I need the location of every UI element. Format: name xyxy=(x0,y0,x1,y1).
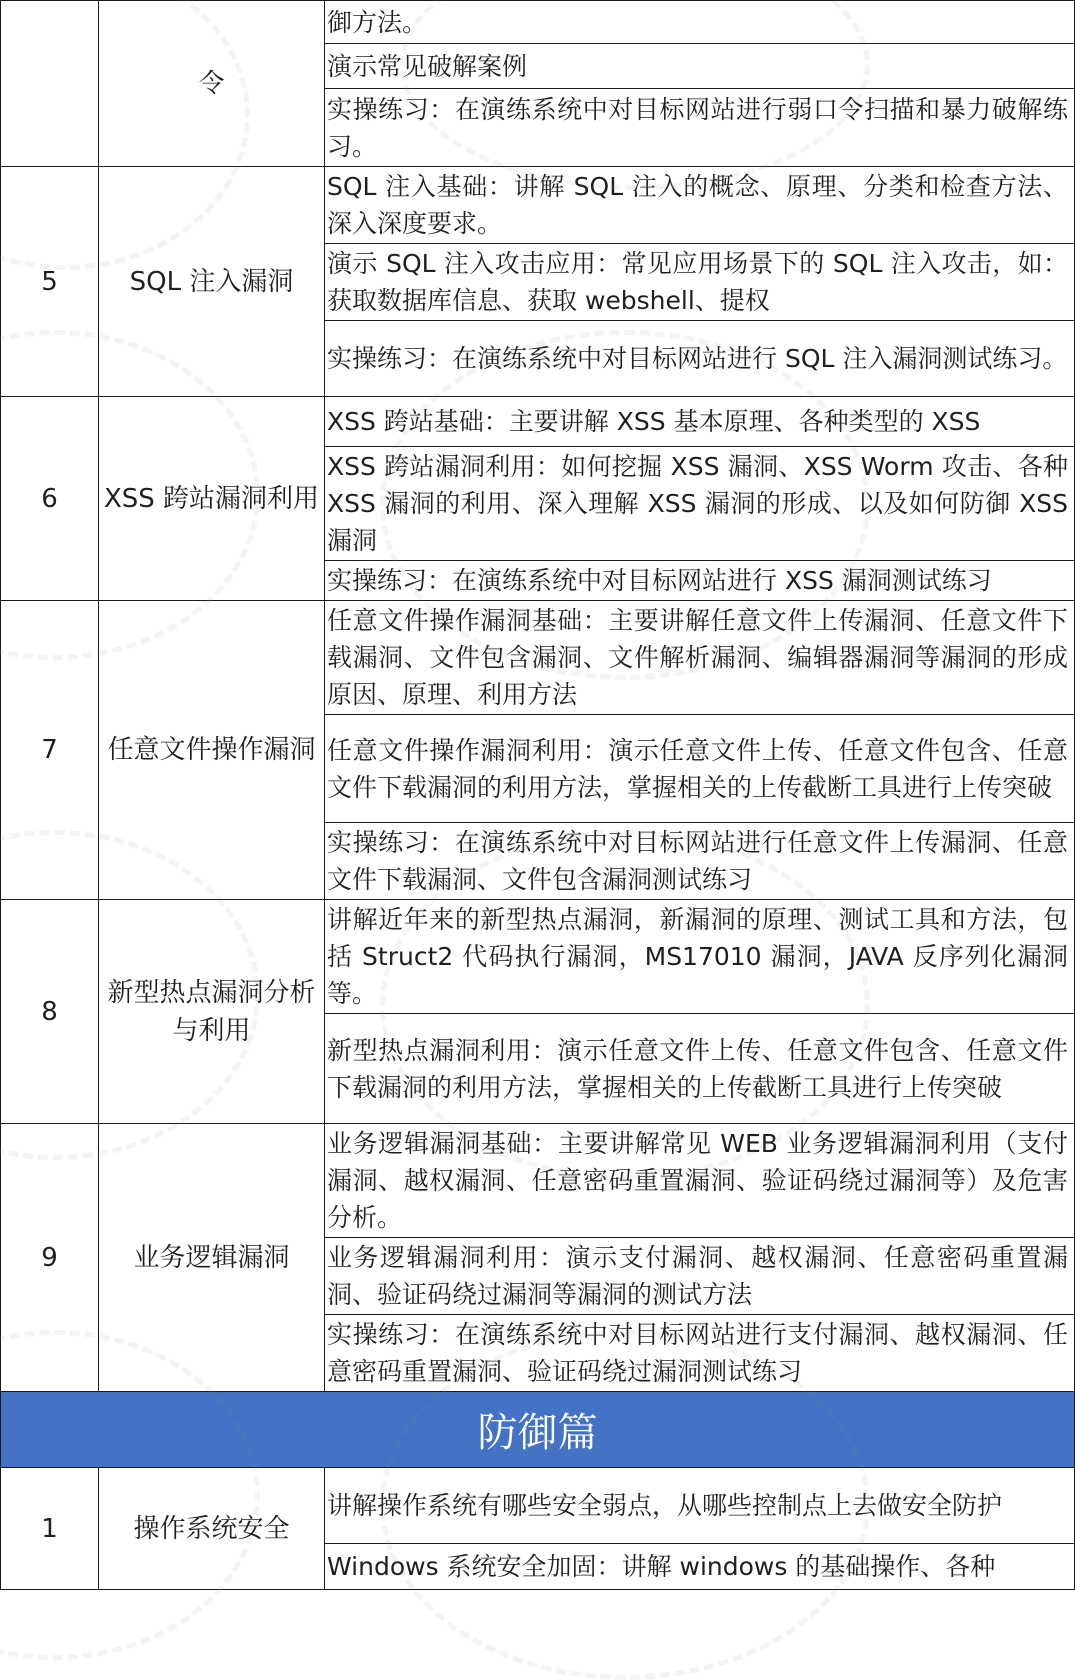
section-header-row xyxy=(1,1392,1075,1468)
course-topic: SQL 注入漏洞 xyxy=(99,167,325,397)
course-number: 1 xyxy=(1,1468,99,1590)
course-content: 实操练习：在演练系统中对目标网站进行任意文件上传漏洞、任意文件下载漏洞、文件包含漏洞测试练习 xyxy=(325,823,1075,900)
course-content: 讲解操作系统有哪些安全弱点，从哪些控制点上去做安全防护 xyxy=(325,1468,1075,1544)
course-content: 实操练习：在演练系统中对目标网站进行 SQL 注入漏洞测试练习。 xyxy=(325,321,1075,397)
section-title: 防御篇 xyxy=(1,1392,1075,1468)
course-content: 讲解近年来的新型热点漏洞，新漏洞的原理、测试工具和方法，包括 Struct2 代码执行漏洞，MS17010 漏洞，JAVA 反序列化漏洞等。 xyxy=(325,900,1075,1014)
course-content: 实操练习：在演练系统中对目标网站进行弱口令扫描和暴力破解练习。 xyxy=(325,89,1075,167)
table-row xyxy=(1,1468,1075,1544)
course-content: Windows 系统安全加固：讲解 windows 的基础操作、各种 xyxy=(325,1544,1075,1590)
course-content: 实操练习：在演练系统中对目标网站进行 XSS 漏洞测试练习 xyxy=(325,561,1075,601)
course-content: 演示常见破解案例 xyxy=(325,44,1075,89)
course-content: XSS 跨站漏洞利用：如何挖掘 XSS 漏洞、XSS Worm 攻击、各种 XSS 漏洞的利用、深入理解 XSS 漏洞的形成、以及如何防御 XSS 漏洞 xyxy=(325,447,1075,561)
course-topic: XSS 跨站漏洞利用 xyxy=(99,397,325,601)
course-number: 6 xyxy=(1,397,99,601)
course-content: 演示 SQL 注入攻击应用：常见应用场景下的 SQL 注入攻击，如：获取数据库信息、获取 webshell、提权 xyxy=(325,244,1075,321)
table-row xyxy=(1,167,1075,244)
course-content: 新型热点漏洞利用：演示任意文件上传、任意文件包含、任意文件下载漏洞的利用方法，掌握相关的上传截断工具进行上传突破 xyxy=(325,1014,1075,1124)
table-row xyxy=(1,601,1075,715)
course-content: 业务逻辑漏洞基础：主要讲解常见 WEB 业务逻辑漏洞利用（支付漏洞、越权漏洞、任意密码重置漏洞、验证码绕过漏洞等）及危害分析。 xyxy=(325,1124,1075,1238)
course-content: 御方法。 xyxy=(325,1,1075,44)
table-row xyxy=(1,1,1075,44)
table-row xyxy=(1,397,1075,447)
course-number: 5 xyxy=(1,167,99,397)
table-row xyxy=(1,1124,1075,1238)
course-topic: 业务逻辑漏洞 xyxy=(99,1124,325,1392)
course-number: 7 xyxy=(1,601,99,900)
table-row xyxy=(1,900,1075,1014)
course-topic: 操作系统安全 xyxy=(99,1468,325,1590)
course-content: 业务逻辑漏洞利用：演示支付漏洞、越权漏洞、任意密码重置漏洞、验证码绕过漏洞等漏洞的测试方法 xyxy=(325,1238,1075,1315)
course-content: 任意文件操作漏洞基础：主要讲解任意文件上传漏洞、任意文件下载漏洞、文件包含漏洞、文件解析漏洞、编辑器漏洞等漏洞的形成原因、原理、利用方法 xyxy=(325,601,1075,715)
course-content: XSS 跨站基础：主要讲解 XSS 基本原理、各种类型的 XSS xyxy=(325,397,1075,447)
course-number: 9 xyxy=(1,1124,99,1392)
course-content: 实操练习：在演练系统中对目标网站进行支付漏洞、越权漏洞、任意密码重置漏洞、验证码绕过漏洞测试练习 xyxy=(325,1315,1075,1392)
course-topic: 任意文件操作漏洞 xyxy=(99,601,325,900)
course-topic: 新型热点漏洞分析与利用 xyxy=(99,900,325,1124)
course-number: 8 xyxy=(1,900,99,1124)
course-content: 任意文件操作漏洞利用：演示任意文件上传、任意文件包含、任意文件下载漏洞的利用方法，掌握相关的上传截断工具进行上传突破 xyxy=(325,715,1075,823)
course-content: SQL 注入基础：讲解 SQL 注入的概念、原理、分类和检查方法、深入深度要求。 xyxy=(325,167,1075,244)
course-number xyxy=(1,1,99,167)
course-topic: 令 xyxy=(99,1,325,167)
